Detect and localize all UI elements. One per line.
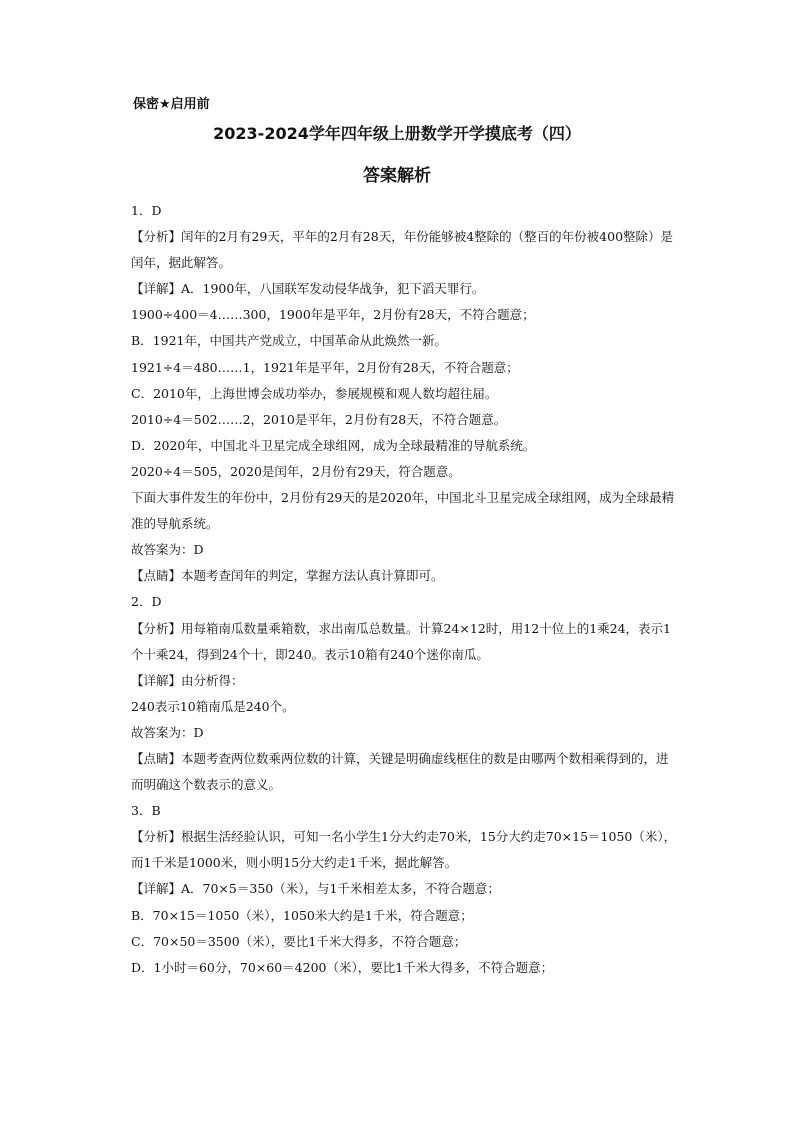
analysis-paragraph: 【分析】用每箱南瓜数量乘箱数，求出南瓜总数量。计算24×12时，用12十位上的1乘24，表示1个十乘24，得到24个十，即240。表示10箱有240个迷你南瓜。 [131,620,672,662]
page-title: 2023-2024学年四年级上册数学开学摸底考（四） [213,124,581,143]
question-number: 2．D [131,594,162,610]
text-line: 2020÷4＝505，2020是闰年，2月份有29天，符合题意。 [131,463,461,479]
detail-paragraph: 【详解】A．70×5＝350（米），与1千米相差太多，不符合题意； [131,881,500,897]
detail-paragraph: 【详解】A．1900年，八国联军发动侵华战争，犯下滔天罪行。 [131,281,485,297]
question-number: 1．D [131,203,162,218]
text-line: 下面大事件发生的年份中，2月份有29天的是2020年，中国北斗卫星完成全球组网，成为全球最精准的导航系统。 [131,490,675,532]
answer-content [131,198,679,981]
text-line: 1900÷400＝4……300，1900年是平年，2月份有28天，不符合题意； [131,307,535,323]
text-line: 1921÷4＝480……1，1921年是平年，2月份有28天，不符合题意； [131,359,519,375]
page-subtitle: 答案解析 [363,166,431,186]
text-line: B．1921年，中国共产党成立，中国革命从此焕然一新。 [131,333,447,349]
comment-paragraph: 【点睛】本题考查闰年的判定，掌握方法认真计算即可。 [131,568,444,584]
question-number: 3．B [131,803,161,819]
analysis-paragraph: 【分析】闰年的2月有29天，平年的2月有28天，年份能够被4整除的（整百的年份被400整除）是闰年，据此解答。 [131,229,674,271]
text-line: 2010÷4＝502……2，2010是平年，2月份有28天，不符合题意。 [131,411,507,427]
answer-line: 故答案为：D [131,724,204,740]
detail-paragraph: 【详解】由分析得： [131,672,244,688]
text-line: B．70×15＝1050（米），1050米大约是1千米，符合题意； [131,907,473,923]
text-line: D．2020年，中国北斗卫星完成全球组网，成为全球最精准的导航系统。 [131,437,536,453]
text-line: C．70×50＝3500（米），要比1千米大得多，不符合题意； [131,933,467,949]
comment-paragraph: 【点睛】本题考查两位数乘两位数的计算，关键是明确虚线框住的数是由哪两个数相乘得到的，进而明确这个数表示的意义。 [131,750,669,793]
answer-line: 故答案为：D [131,542,204,558]
text-line: C．2010年，上海世博会成功举办，参展规模和观人数均超往届。 [131,385,498,401]
text-line: 240表示10箱南瓜是240个。 [131,698,295,714]
confidential-label: 保密★启用前 [133,97,210,112]
analysis-paragraph: 【分析】根据生活经验认识，可知一名小学生1分大约走70米，15分大约走70×15＝1050（米），而1千米是1000米，则小明15分大约走1千米，据此解答。 [131,829,677,871]
text-line: D．1小时＝60分，70×60＝4200（米），要比1千米大得多，不符合题意； [131,959,554,975]
